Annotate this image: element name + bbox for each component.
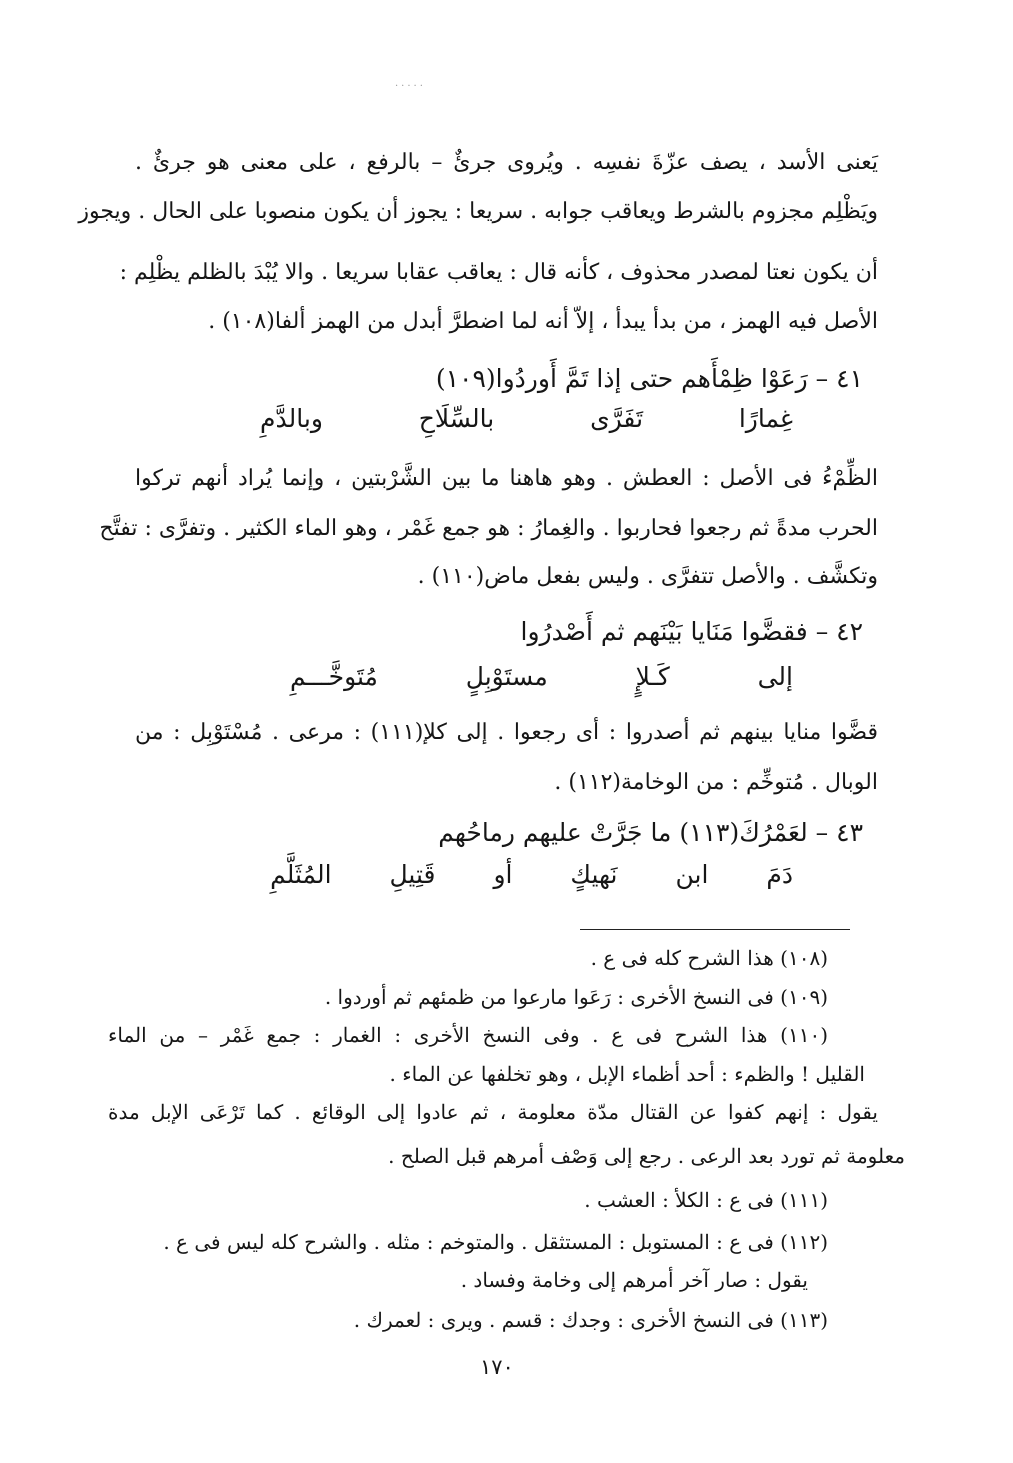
commentary-line: وتكشَّف . والأصل تتفرَّى . وليس بفعل ماض(١١٠) . <box>417 564 878 589</box>
verse-word: غِمارًا <box>738 404 793 433</box>
footnote: معلومة ثم تورد بعد الرعى . رجع إلى وَصْف أمرهم قبل الصلح . <box>388 1144 905 1168</box>
verse-first-half: ٤٣ – لعَمْرُكَ(١١٣) ما جَرَّتْ عليهم رماحُهم <box>438 818 863 847</box>
footnote-separator <box>580 929 850 930</box>
scan-mark: ..... <box>395 78 426 89</box>
verse-word: دَمَ <box>766 860 793 889</box>
commentary-line: الحرب مدةً ثم رجعوا فحاربوا . والغِمارُ : هو جمع غَمْر ، وهو الماء الكثير . وتفرَّى : تفتَّح <box>99 516 878 541</box>
footnote: (١١٣) فى النسخ الأخرى : وجدك : قسم . ويرى : لعمرك . <box>353 1308 828 1332</box>
verse-word: كَـلإٍ <box>635 662 670 691</box>
footnote: يقول : إنهم كفوا عن القتال مدّة معلومة ، ثم عادوا إلى الوقائع . كما تَرْعَى الإبل مدة <box>108 1100 878 1124</box>
footnote: (١١١) فى ع : الكلأ : العشب . <box>584 1188 828 1212</box>
commentary-line: قضَّوا منايا بينهم ثم أصدروا : أى رجعوا . إلى كلإ(١١١) : مرعى . مُسْتَوْبِل : من <box>135 720 878 745</box>
verse-first-half: ٤٢ – فقضَّوا مَنَايا بَيْنَهم ثم أَصْدرُوا <box>520 617 863 646</box>
commentary-line: الظِّمْءُ فى الأصل : العطش . وهو هاهنا ما بين الشَّرْبتين ، وإنما يُراد أنهم تركوا <box>135 466 878 491</box>
commentary-line: الوبال . مُتوخِّم : من الوخامة(١١٢) . <box>554 770 878 795</box>
verse-second-half <box>260 404 793 434</box>
footnote: (١١٠) هذا الشرح فى ع . وفى النسخ الأخرى : الغمار : جمع غَمْر – من الماء <box>108 1023 828 1047</box>
verse-word: مستَوْبِلٍ <box>465 662 548 691</box>
verse-word: المُثَلَّمِ <box>270 860 332 889</box>
verse-word: نَهيكٍ <box>570 860 618 889</box>
verse-word: مُتَوخَّـــمِ <box>290 662 378 691</box>
footnote: (١١٢) فى ع : المستوبل : المستثقل . والمتوخم : مثله . والشرح كله ليس فى ع . <box>163 1230 828 1254</box>
verse-word: تَفَرَّى <box>590 404 644 433</box>
verse-word: بالسِّلَاحِ <box>418 404 495 433</box>
footnote: القليل ! والظمء : أحد أظماء الإبل ، وهو تخلفها عن الماء . <box>389 1062 865 1086</box>
body-line: يَعنى الأسد ، يصف عزّةَ نفسِه . ويُروى جرئٌ – بالرفع ، على معنى هو جرئٌ . <box>135 150 878 175</box>
footnote: يقول : صار آخر أمرهم إلى وخامة وفساد . <box>460 1268 808 1292</box>
verse-word: أو <box>493 860 513 889</box>
verse-word: إلى <box>757 662 793 691</box>
body-line: ويَظْلِم مجزوم بالشرط ويعاقب جوابه . سريعا : يجوز أن يكون منصوبا على الحال . ويجوز <box>78 199 878 224</box>
body-line: أن يكون نعتا لمصدر محذوف ، كأنه قال : يعاقب عقابا سريعا . والا يُبْدَ بالظلم يظْلِم : <box>119 260 878 285</box>
footnote: (١٠٩) فى النسخ الأخرى : رَعَوا مارعوا من ظمئهم ثم أوردوا . <box>324 985 828 1009</box>
verse-word: وبالدَّمِ <box>260 404 323 433</box>
footnote: (١٠٨) هذا الشرح كله فى ع . <box>590 946 828 970</box>
verse-first-half: ٤١ – رَعَوْا ظِمْأَهم حتى إذا تَمَّ أَوردُوا(١٠٩) <box>435 364 863 393</box>
verse-word: قَتِيلِ <box>389 860 436 889</box>
body-line: الأصل فيه الهمز ، من بدأ يبدأ ، إلاّ أنه لما اضطرَّ أبدل من الهمز ألفا(١٠٨) . <box>208 309 878 334</box>
verse-second-half <box>290 662 793 692</box>
verse-word: ابن <box>675 860 709 889</box>
verse-second-half <box>270 860 793 890</box>
page-number: ١٧٠ <box>480 1355 514 1379</box>
